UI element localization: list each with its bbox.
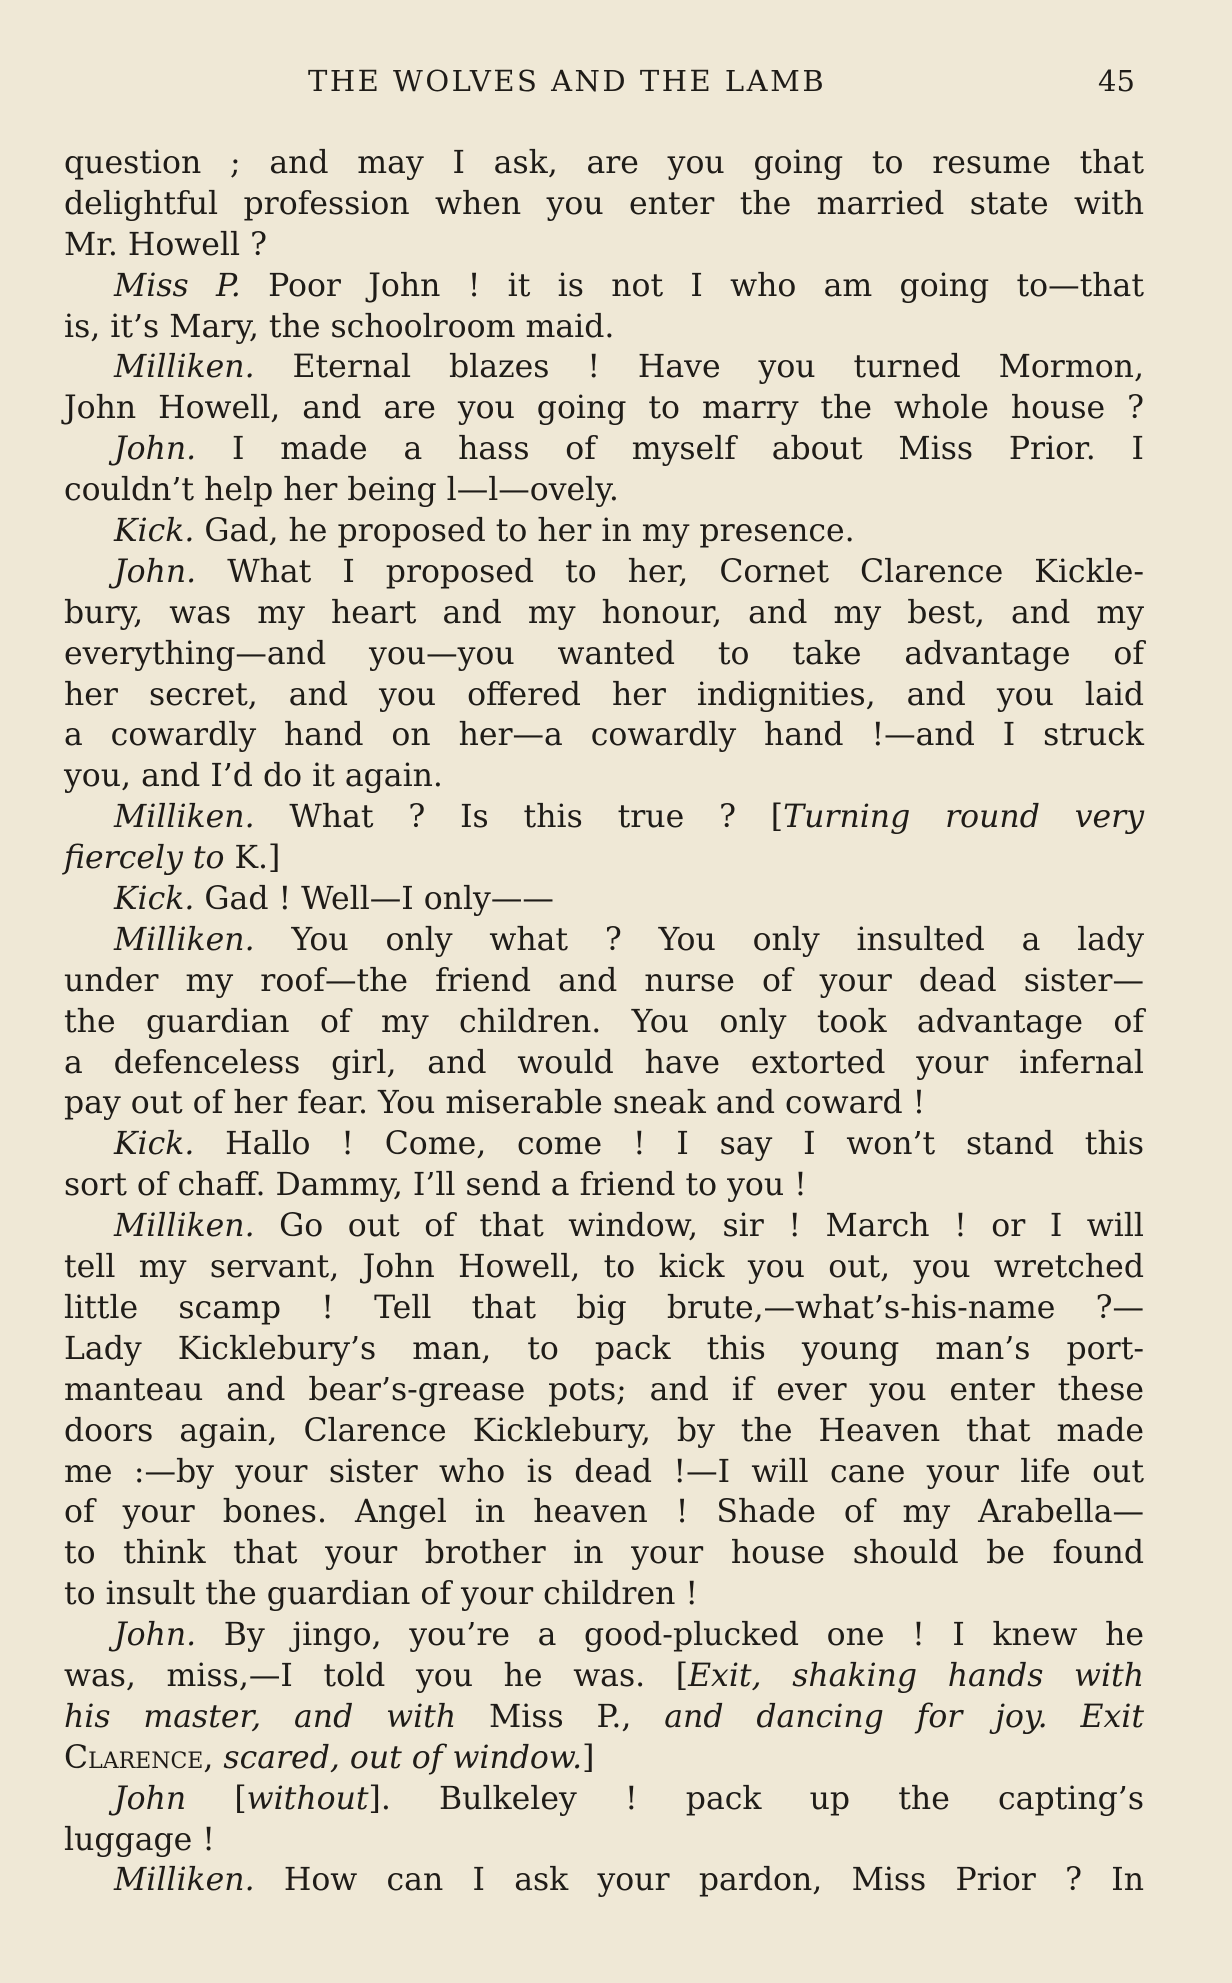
stage-direction: and dancing for joy. Exit [664,1698,1144,1735]
text-line [64,838,1144,879]
text-line [64,1043,1144,1084]
line-segment: Gad, he proposed to her in my presence. [194,513,855,550]
play-text-body [64,143,1144,1901]
line-segment: Lady Kicklebury’s man, to pack this young man’s port- [64,1330,1144,1367]
text-line [64,1329,1144,1370]
line-segment: doors again, Clarence Kicklebury, by the Heaven that made [64,1412,1144,1449]
line-segment: What I proposed to her, Cornet Clarence Kickle- [196,553,1144,590]
text-line [64,552,1144,593]
text-line [64,675,1144,716]
text-line [64,715,1144,756]
running-title: THE WOLVES AND THE LAMB [308,64,827,98]
text-line [64,266,1144,307]
text-line [64,307,1144,348]
line-segment: What ? Is this true ? [ [254,799,784,836]
text-line [64,470,1144,511]
text-line [64,1615,1144,1656]
line-segment: a cowardly hand on her—a cowardly hand !—and I struck [64,717,1144,754]
line-segment: couldn’t help her being l—l—ovely. [64,472,619,509]
stage-direction: his master, and with [64,1698,457,1735]
text-line [64,756,1144,797]
line-segment: question ; and may I ask, are you going to resume that [64,145,1144,181]
line-segment: Miss P., [456,1698,665,1735]
line-segment: ]. Bulkeley ! pack up the capting’s [368,1780,1144,1817]
text-line [64,797,1144,838]
line-segment: is, it’s Mary, the schoolroom maid. [64,308,615,345]
stage-direction: fiercely to [64,840,225,877]
line-segment: to insult the guardian of your children ! [64,1576,699,1613]
text-line [64,1002,1144,1043]
stage-direction: Exit, shaking hands with [688,1657,1145,1694]
text-line [64,225,1144,266]
text-line [64,1452,1144,1493]
text-line [64,1370,1144,1411]
text-line [64,1697,1144,1738]
line-segment: , [203,1739,224,1776]
line-segment: Hallo ! Come, come ! I say I won’t stand this [194,1126,1144,1163]
speaker-name: Miss P. [114,267,241,304]
line-segment: By jingo, you’re a good-plucked one ! I knew he [196,1617,1144,1654]
text-line [64,1083,1144,1124]
line-segment: You only what ? You only insulted a lady [254,921,1144,958]
stage-direction: scared, out of window. [223,1739,583,1776]
line-segment: bury, was my heart and my honour, and my best, and my [64,594,1144,631]
speaker-name: Milliken. [114,1208,255,1245]
text-line [64,184,1144,225]
text-line [64,1574,1144,1615]
line-segment: Go out of that window, sir ! March ! or I will [254,1208,1144,1245]
speaker-name: John. [114,431,197,468]
speaker-name: Milliken. [114,799,255,836]
stage-direction: without [246,1780,369,1817]
line-segment: Clarence [64,1739,204,1776]
text-line [64,1206,1144,1247]
text-line [64,1533,1144,1574]
line-segment: Poor John ! it is not I who am going to—that [240,267,1145,304]
page-header [0,64,1232,104]
text-line [64,429,1144,470]
line-segment: tell my servant, John Howell, to kick you out, you wretched [64,1249,1144,1286]
line-segment: Mr. Howell ? [64,226,267,263]
line-segment: ] [582,1739,595,1776]
text-line [64,1165,1144,1206]
text-line [64,1124,1144,1165]
text-line [64,1738,1144,1779]
speaker-name: John [114,1780,187,1817]
stage-direction: Turning round very [783,799,1144,836]
speaker-name: John. [114,1617,197,1654]
text-line [64,961,1144,1002]
text-line [64,1288,1144,1329]
line-segment: I made a hass of myself about Miss Prior. I [196,431,1144,468]
speaker-name: Kick. [114,1126,195,1163]
line-segment: the guardian of my children. You only took advantage of [64,1003,1144,1040]
line-segment: Eternal blazes ! Have you turned Mormon, [254,349,1144,386]
text-line [64,1820,1144,1861]
line-segment: everything—and you—you wanted to take advantage of [64,635,1144,672]
line-segment: her secret, and you offered her indignities, and you laid [64,676,1144,713]
line-segment: a defenceless girl, and would have extorted your infernal [64,1044,1144,1081]
line-segment: pay out of her fear. You miserable sneak and coward ! [64,1085,926,1122]
line-segment: manteau and bear’s-grease pots; and if ever you enter these [64,1371,1144,1408]
line-segment: Gad ! Well—I only—— [194,881,554,918]
speaker-name: John. [114,553,197,590]
line-segment: How can I ask your pardon, Miss Prior ? In [254,1862,1144,1899]
text-line [64,634,1144,675]
text-line [64,347,1144,388]
speaker-name: Kick. [114,881,195,918]
line-segment: delightful profession when you enter the married state with [64,185,1144,222]
text-line [64,920,1144,961]
text-line [64,1411,1144,1452]
text-line [64,1656,1144,1697]
speaker-name: Milliken. [114,921,255,958]
line-segment: [ [186,1780,247,1817]
speaker-name: Kick. [114,513,195,550]
text-line [64,593,1144,634]
text-line [64,511,1144,552]
line-segment: luggage ! [64,1821,215,1858]
line-segment: sort of chaff. Dammy, I’ll send a friend to you ! [64,1167,807,1204]
line-segment: to think that your brother in your house should be found [64,1535,1144,1572]
speaker-name: Milliken. [114,1862,255,1899]
line-segment: John Howell, and are you going to marry the whole house ? [64,390,1144,427]
line-segment: K.] [224,840,281,877]
line-segment: you, and I’d do it again. [64,758,443,795]
line-segment: of your bones. Angel in heaven ! Shade of my Arabella— [64,1494,1144,1531]
text-line [64,1247,1144,1288]
line-segment: little scamp ! Tell that big brute,—what’s-his-name ?— [64,1289,1144,1326]
page-number: 45 [1098,64,1135,98]
speaker-name: Milliken. [114,349,255,386]
text-line [64,1779,1144,1820]
line-segment: under my roof—the friend and nurse of your dead sister— [64,962,1144,999]
text-line [64,1860,1144,1901]
text-line [64,879,1144,920]
text-line [64,388,1144,429]
text-line [64,143,1144,184]
line-segment: me :—by your sister who is dead !—I will cane your life out [64,1453,1144,1490]
text-line [64,1492,1144,1533]
line-segment: was, miss,—I told you he was. [ [64,1657,689,1694]
